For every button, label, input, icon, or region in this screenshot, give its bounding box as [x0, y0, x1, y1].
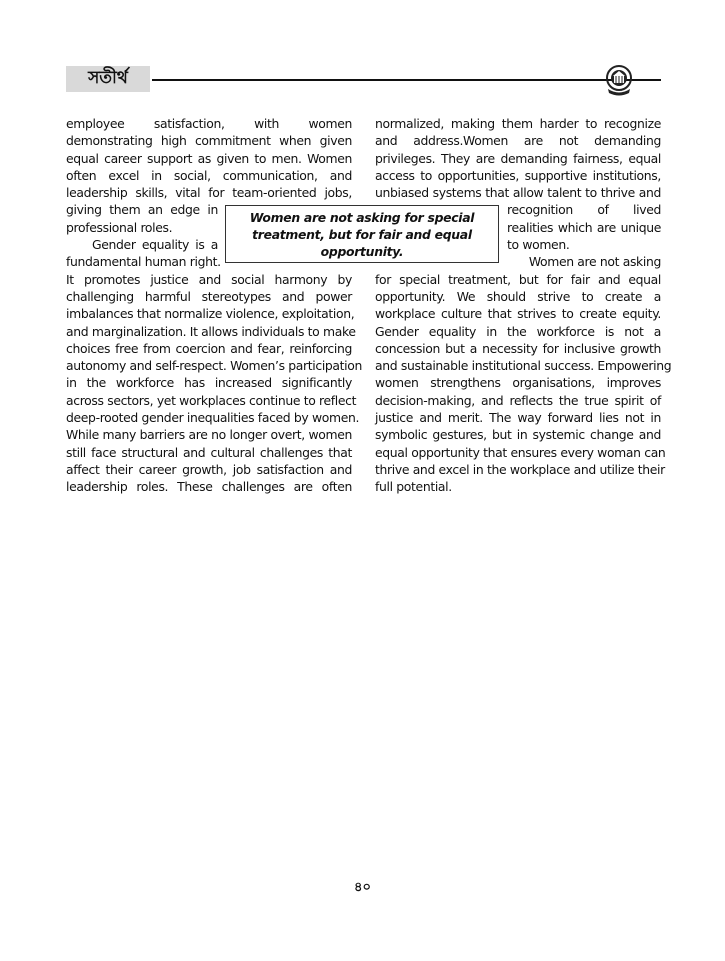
- text-line: still face structural and cultural challenges that: [66, 444, 352, 460]
- page-number: ৪০: [354, 880, 371, 895]
- text-line: and address.Women are not demanding: [375, 133, 661, 149]
- right-column: [375, 115, 672, 496]
- text-line: in the workforce has increased significantly: [66, 375, 352, 391]
- text-line: full potential.: [375, 479, 452, 495]
- text-line: workplace culture that strives to create equity.: [375, 306, 661, 322]
- text-line: women strengthens organisations, improves: [375, 375, 661, 391]
- text-line: to women.: [507, 237, 570, 253]
- text-line: unbiased systems that allow talent to thrive and: [375, 185, 661, 201]
- header-rule: [152, 79, 661, 81]
- text-line: recognition of lived: [507, 202, 661, 218]
- text-line: giving them an edge in: [66, 202, 218, 218]
- text-line: professional roles.: [66, 219, 173, 235]
- text-line: symbolic gestures, but in systemic change and: [375, 427, 661, 443]
- text-line: Gender equality is a: [92, 237, 218, 253]
- college-emblem-icon: [605, 65, 633, 97]
- pull-quote-text: Women are not asking for special treatment, but for fair and equal opportunity.: [249, 209, 475, 259]
- text-line: decision-making, and reflects the true spirit of: [375, 392, 661, 408]
- text-line: While many barriers are no longer overt, women: [66, 427, 352, 443]
- text-line: across sectors, yet workplaces continue to reflect: [66, 392, 357, 408]
- text-line: deep-rooted gender inequalities faced by women.: [66, 410, 360, 426]
- text-line: normalized, making them harder to recognize: [375, 116, 661, 131]
- text-line: It promotes justice and social harmony by: [66, 271, 352, 287]
- text-line: for special treatment, but for fair and equal: [375, 271, 661, 287]
- text-line: equal career support as given to men. Women: [66, 150, 352, 166]
- text-line: choices free from coercion and fear, reinforcing: [66, 340, 352, 356]
- text-line: access to opportunities, supportive institutions,: [375, 167, 661, 183]
- text-line: thrive and excel in the workplace and utilize their: [375, 461, 665, 477]
- text-line: leadership skills, vital for team-oriented jobs,: [66, 185, 352, 201]
- text-line: concession but a necessity for inclusive growth: [375, 340, 661, 356]
- text-line: often excel in social, communication, and: [66, 167, 352, 183]
- text-line: privileges. They are demanding fairness, equal: [375, 150, 661, 166]
- text-line: justice and merit. The way forward lies not in: [375, 410, 661, 426]
- pull-quote-box: [225, 205, 499, 263]
- magazine-title-tag: [66, 66, 150, 92]
- text-line: equal opportunity that ensures every woman can: [375, 444, 666, 460]
- text-line: leadership roles. These challenges are often: [66, 479, 352, 495]
- text-line: employee satisfaction, with women: [66, 116, 352, 131]
- text-line: and sustainable institutional success. Empowering: [375, 358, 672, 374]
- text-line: Women are not asking: [528, 254, 661, 270]
- text-line: demonstrating high commitment when given: [66, 133, 352, 149]
- text-line: autonomy and self-respect. Women’s participation: [66, 358, 363, 374]
- text-line: Gender equality in the workforce is not a: [375, 323, 661, 339]
- text-line: and marginalization. It allows individuals to make: [66, 323, 356, 339]
- magazine-title: সতীৰ্থ: [88, 68, 128, 88]
- text-line: challenging harmful stereotypes and power: [66, 288, 352, 304]
- text-line: imbalances that normalize violence, exploitation,: [66, 306, 355, 322]
- text-line: opportunity. We should strive to create a: [375, 288, 661, 304]
- text-line: affect their career growth, job satisfaction and: [66, 461, 352, 477]
- text-line: realities which are unique: [507, 219, 661, 235]
- text-line: fundamental human right.: [66, 254, 221, 270]
